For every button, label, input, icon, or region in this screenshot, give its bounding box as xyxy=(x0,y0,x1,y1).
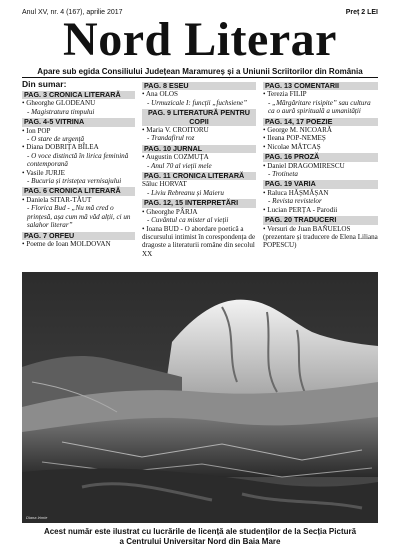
entry-title: - O voce distinctă în lirica feminină contemporană xyxy=(27,151,129,169)
caption-line-1: Acest număr este ilustrat cu lucrările de licență ale studenților de la Secția Pictură xyxy=(43,527,357,536)
entry-title: - O stare de urgență xyxy=(27,135,85,144)
section-heading: PAG. 16 PROZĂ xyxy=(263,153,378,161)
entry-title: - Cuvântul ca mister al vieții xyxy=(147,216,229,225)
caption-line-2: a Centrului Universitar Nord din Baia Mare xyxy=(119,536,281,546)
entry-author: • Ileana POP-NEMEȘ xyxy=(263,134,326,143)
summary-column-2 xyxy=(142,80,256,258)
entry-author: • Terezia FILIP xyxy=(263,90,307,99)
summary-entry xyxy=(263,162,378,179)
entry-author: • Poeme de Ioan MOLDOVAN xyxy=(22,239,111,248)
entry-author: • Nicolae MĂTCAȘ xyxy=(263,142,321,151)
summary-entry xyxy=(22,99,135,116)
entry-author: • Lucian PERȚA - Parodii xyxy=(263,205,338,214)
summary-column-3 xyxy=(263,80,378,250)
entry-author: • Ana OLOS xyxy=(142,90,178,99)
entry-author: • Vasile JURJE xyxy=(22,168,65,177)
entry-author: • Versuri de Juan BAÑUELOS (prezentare și traducere de Elena Liliana POPESCU) xyxy=(263,224,378,250)
entry-author: Săluc HORVAT xyxy=(142,180,187,189)
section-heading: PAG. 19 VARIA xyxy=(263,180,378,188)
entry-author: • Gheorghe GLODEANU xyxy=(22,99,96,108)
entry-title: - Trotineta xyxy=(268,170,298,179)
entry-title: - Revista revistelor xyxy=(268,197,322,206)
entry-author: • Daniela SITAR-TĂUT xyxy=(22,195,92,204)
summary-entry xyxy=(22,169,135,186)
entry-author: • George M. NICOARĂ xyxy=(263,126,332,135)
section-heading: PAG. 6 CRONICA LITERARĂ xyxy=(22,187,135,195)
masthead-subtitle: Apare sub egida Consiliului Județean Maramureș și a Uniunii Scriitorilor din România xyxy=(37,67,363,76)
cover-painting xyxy=(22,272,378,523)
issue-number: Anul XV, nr. 4 (167), aprilie 2017 xyxy=(22,9,123,16)
summary-entry xyxy=(263,134,378,142)
summary-entry xyxy=(263,126,378,134)
entry-title: - Magistratura timpului xyxy=(27,107,95,116)
masthead-title: Nord Literar xyxy=(63,13,337,66)
summary-column-1 xyxy=(22,80,135,248)
summary-entry xyxy=(263,90,378,115)
entry-title: - Anul 70 al vieții mele xyxy=(147,161,212,170)
entry-title: - Florica Bud - „Nu mă cred o prințesă, așa cum mă văd alții, ci un salahor literar” xyxy=(27,204,131,230)
section-heading: PAG. 3 CRONICA LITERARĂ xyxy=(22,91,135,99)
entry-title: - Urmuzicale I: funcții „fuchsiene” xyxy=(147,98,248,107)
section-heading: PAG. 11 CRONICA LITERARĂ xyxy=(142,172,256,180)
entry-title: - Bucuria și tristețea vernisajului xyxy=(27,177,122,186)
entry-title: - „Mărgăritare risipite” sau cultura ca o aură spirituală a umanității xyxy=(268,98,371,116)
summary-entry xyxy=(263,206,378,214)
section-heading: PAG. 4-5 VITRINA xyxy=(22,118,135,126)
summary-entry xyxy=(142,90,256,107)
entry-author: • Gheorghe PÂRJA xyxy=(142,207,198,216)
entry-author: • Maria V. CROITORU xyxy=(142,126,209,135)
summary-entry xyxy=(142,126,256,143)
section-heading: PAG. 13 COMENTARII xyxy=(263,82,378,90)
entry-title: - Liviu Rebreanu și Maieru xyxy=(147,188,224,197)
summary-entry xyxy=(263,143,378,151)
section-heading: PAG. 9 LITERATURĂ PENTRU COPII xyxy=(142,109,256,126)
entry-title: - Trandafirul roz xyxy=(147,134,195,143)
summary-entry xyxy=(142,208,256,225)
summary-entry xyxy=(22,240,135,248)
mountain-landscape-image xyxy=(22,272,378,523)
header-rule xyxy=(22,77,378,78)
summary-entry xyxy=(142,225,256,259)
summary-entry xyxy=(142,180,256,197)
price: Preț 2 LEI xyxy=(345,9,378,16)
section-heading: PAG. 14, 17 POEZIE xyxy=(263,118,378,126)
section-heading: PAG. 7 ORFEU xyxy=(22,232,135,240)
summary-entry xyxy=(263,189,378,206)
summary-entry xyxy=(22,143,135,168)
section-heading: PAG. 20 TRADUCERI xyxy=(263,216,378,224)
summary-entry xyxy=(22,196,135,230)
entry-author: • Ion POP xyxy=(22,126,51,135)
entry-author: • Diana DOBRIȚA BÎLEA xyxy=(22,143,99,152)
entry-author: • Ioana BUD - O abordare poetică a discursului intimist în corespondența de dragoste a literaturii române din secolul XX xyxy=(142,224,256,258)
section-heading: PAG. 8 ESEU xyxy=(142,82,256,90)
cover-caption xyxy=(22,527,378,546)
summary-entry xyxy=(22,127,135,144)
summary-title: Din sumar: xyxy=(22,79,67,89)
entry-author: • Daniel DRAGOMIRESCU xyxy=(263,161,345,170)
section-heading: PAG. 10 JURNAL xyxy=(142,145,256,153)
entry-author: • Augustin COZMUȚA xyxy=(142,153,209,162)
summary-entry xyxy=(142,153,256,170)
summary-entry xyxy=(263,225,378,250)
entry-author: • Raluca HĂȘMĂȘAN xyxy=(263,188,329,197)
painting-signature: Diana Irimie xyxy=(26,515,48,520)
section-heading: PAG. 12, 15 INTERPRETĂRI xyxy=(142,199,256,207)
